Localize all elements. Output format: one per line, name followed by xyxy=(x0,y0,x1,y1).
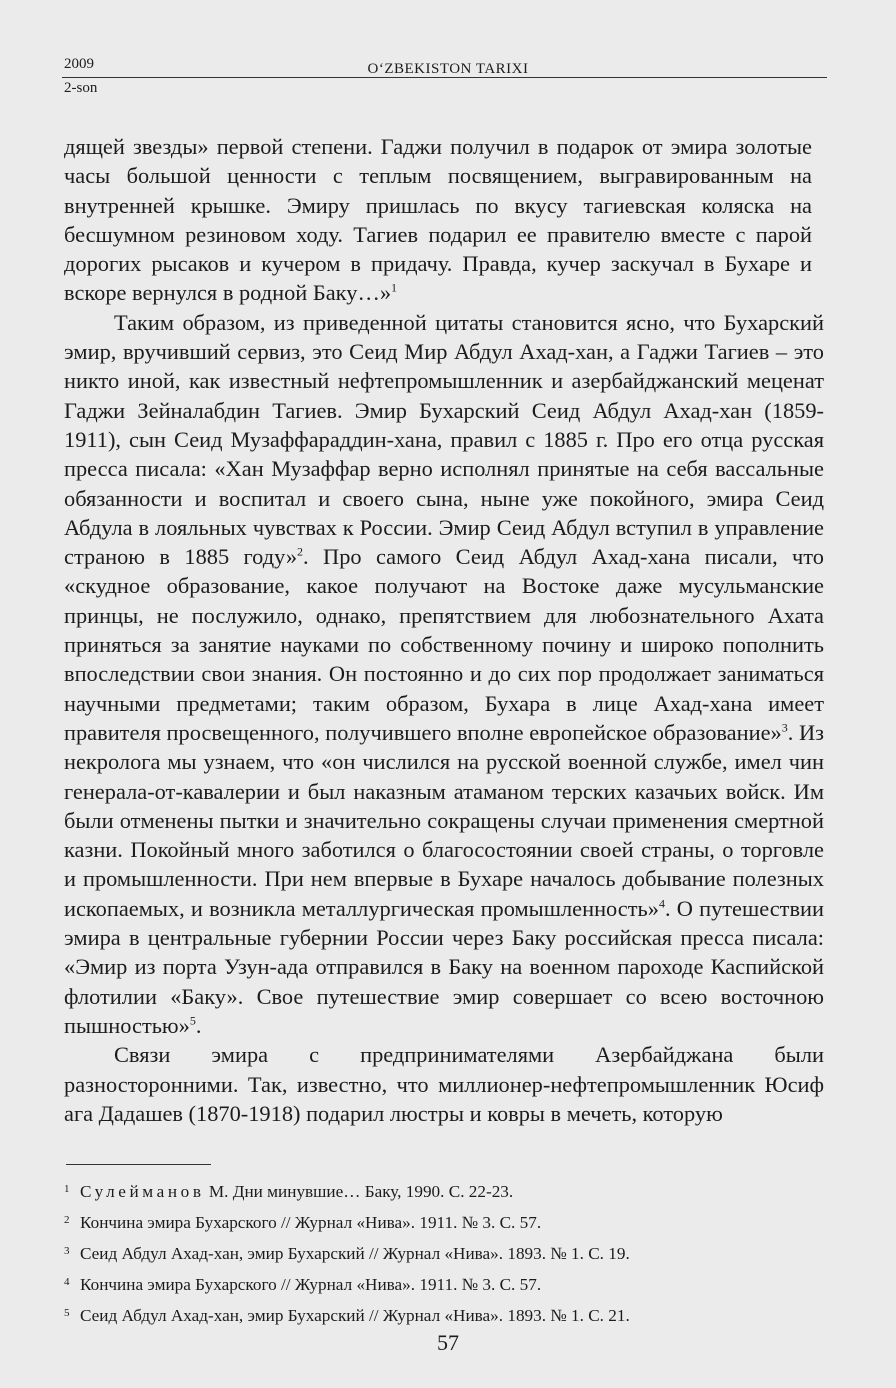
footnote-number: 3 xyxy=(64,1245,70,1257)
footnote-3 xyxy=(64,1237,824,1268)
footnote-ref-2: 2 xyxy=(297,544,304,559)
footnote-ref-5: 5 xyxy=(189,1013,196,1028)
footnote-ref-4: 4 xyxy=(658,896,665,911)
paragraph-1 xyxy=(64,132,824,308)
paragraph-2-text-5: . xyxy=(195,1012,202,1038)
footnote-author: Сулейманов xyxy=(80,1182,205,1201)
footnote-text: Кончина эмира Бухарского // Журнал «Нива». 1911. № 3. С. 57. xyxy=(80,1213,542,1232)
footnote-5 xyxy=(64,1299,824,1330)
footnote-ref-1: 1 xyxy=(391,281,398,296)
page-number: 57 xyxy=(437,1330,459,1355)
paragraph-3-text: Связи эмира с предпринимателями Азербайджана были разносторонними. Так, известно, что миллионер-нефтепромышленник Юсиф ага Дадашев (1870-1918) подарил люстры и ковры в мечеть, которую xyxy=(64,1042,824,1126)
footnote-number: 2 xyxy=(64,1214,70,1226)
header-year: 2009 xyxy=(64,56,94,72)
footnote-number: 1 xyxy=(64,1183,70,1195)
footnote-text: Сеид Абдул Ахад-хан, эмир Бухарский // Журнал «Нива». 1893. № 1. С. 19. xyxy=(80,1244,630,1263)
footnote-divider xyxy=(66,1164,211,1165)
footnote-ref-3: 3 xyxy=(781,720,788,735)
footnote-number: 5 xyxy=(64,1307,70,1319)
paragraph-2-text-3: . Из некролога мы узнаем, что «он числился на русской военной службе, имел чин генерала-от-кавалерии и был наказным атаманом терских казачьих войск. Им были отменены пытки и значительно сокращены случаи применения смертной казни. Покойный много заботился о благосостоянии своей страны, о торговле и промышленности. При нем впервые в Бухаре началось добывание полезных ископаемых, и возникла металлургическая промышленность» xyxy=(64,719,824,921)
header-rule xyxy=(62,77,827,78)
footnote-4 xyxy=(64,1268,824,1299)
footnote-1 xyxy=(64,1175,824,1206)
paragraph-3 xyxy=(64,1040,824,1128)
header-issue: 2-son xyxy=(64,80,98,96)
paragraph-2-text-2: . Про самого Сеид Абдул Ахад-хана писали, что «скудное образование, какое получают на Востоке даже мусульманские принцы, не послужило, однако, препятствием для любознательного Ахата приняться за занятие науками по собственному почину и широко пополнить впоследствии свои знания. Он постоянно и до сих пор продолжает заниматься научными предметами; таким образом, Бухара в лице Ахад-хана имеет правителя просвещенного, получившего вполне европейское образование» xyxy=(64,544,824,745)
footnote-text: Сеид Абдул Ахад-хан, эмир Бухарский // Журнал «Нива». 1893. № 1. С. 21. xyxy=(80,1306,630,1325)
paragraph-2 xyxy=(64,308,824,1040)
article-body xyxy=(64,132,824,1128)
footnote-2 xyxy=(64,1206,824,1237)
footnote-text: Кончина эмира Бухарского // Журнал «Нива». 1911. № 3. С. 57. xyxy=(80,1275,542,1294)
footnote-number: 4 xyxy=(64,1276,70,1288)
footnote-text: М. Дни минувшие… Баку, 1990. С. 22-23. xyxy=(204,1182,514,1201)
paragraph-2-text-1: Таким образом, из приведенной цитаты становится ясно, что Бухарский эмир, вручивший сервиз, это Сеид Мир Абдул Ахад-хан, а Гаджи Тагиев – это никто иной, как известный нефтепромышленник и азербайджанский меценат Гаджи Зейналабдин Тагиев. Эмир Бухарский Сеид Абдул Ахад-хан (1859-1911), сын Сеид Музаффараддин-хана, правил с 1885 г. Про его отца русская пресса писала: «Хан Музаффар верно исполнял принятые на себя вассальные обязанности и воспитал и своего сына, ныне уже покойного, эмира Сеид Абдула в лояльных чувствах к России. Эмир Сеид Абдул вступил в управление страною в 1885 году» xyxy=(64,309,824,570)
paragraph-1-text: дящей звезды» первой степени. Гаджи получил в подарок от эмира золотые часы большой ценности с теплым посвящением, выгравированным на внутренней крышке. Эмиру пришлась по вкусу тагиевская коляска на бесшумном резиновом ходу. Тагиев подарил ее правителю вместе с парой дорогих рысаков и кучером в придачу. Правда, кучер заскучал в Бухаре и вскоре вернулся в родной Баку…» xyxy=(64,134,812,306)
header-journal-title: O‘ZBEKISTON TARIXI xyxy=(367,61,529,77)
paragraph-2-text-4: . О путешествии эмира в центральные губернии России через Баку российская пресса писала: «Эмир из порта Узун-ада отправился в Баку на военном пароходе Каспийской флотилии «Баку». Свое путешествие эмир совершает со всею восточною пышностью» xyxy=(64,895,824,1038)
footnotes xyxy=(64,1175,824,1330)
